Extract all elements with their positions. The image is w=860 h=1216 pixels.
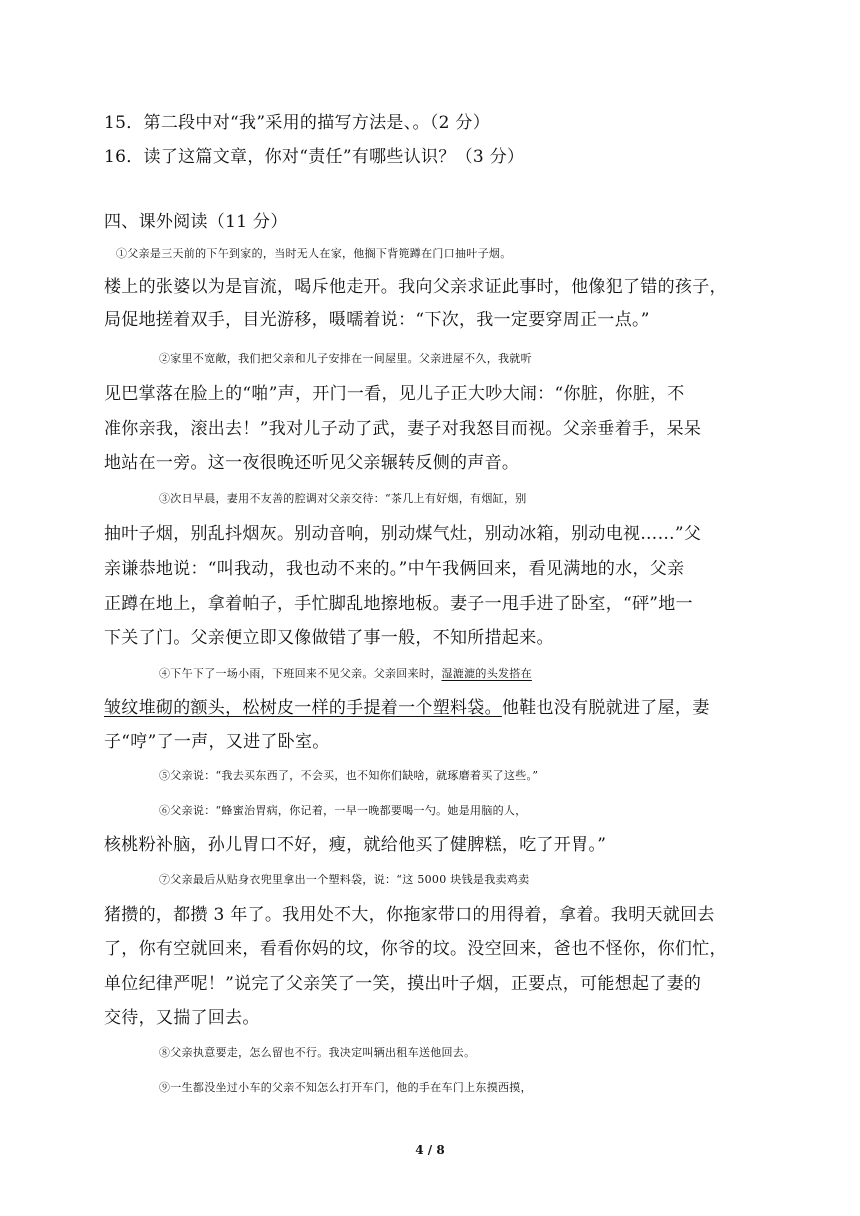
- paragraph-7-line-5: 交待，又揣了回去。: [104, 1008, 260, 1028]
- paragraph-1-line-2: 楼上的张婆以为是盲流，喝斥他走开。我向父亲求证此事时，他像犯了错的孩子，: [104, 277, 727, 297]
- paragraph-4-line-1-text: ④下午下了一场小雨，下班回来不见父亲。父亲回来时，: [159, 667, 442, 680]
- paragraph-7-line-1: ⑦父亲最后从贴身衣兜里拿出一个塑料袋，说：“这 5000 块钱是我卖鸡卖: [159, 873, 530, 886]
- section-heading: 四、课外阅读（11 分）: [104, 212, 288, 232]
- paragraph-5: ⑤父亲说：“我去买东西了，不会买，也不知你们缺啥，就琢磨着买了这些。”: [159, 769, 539, 782]
- paragraph-4-line-2: [104, 697, 744, 719]
- paragraph-3-line-5: 下关了门。父亲便立即又像做错了事一般，不知所措起来。: [104, 628, 554, 648]
- underlined-phrase: 湿漉漉的头发搭在: [441, 667, 532, 680]
- paragraph-6-line-2: 核桃粉补脑，孙儿胃口不好，瘦，就给他买了健脾糕，吃了开胃。”: [104, 835, 607, 855]
- paragraph-1-line-3: 局促地搓着双手，目光游移，嗫嚅着说：“下次，我一定要穿周正一点。”: [104, 310, 650, 330]
- page-number: 4 / 8: [415, 1143, 445, 1157]
- question-15: 15．第二段中对“我”采用的描写方法是、。（2 分）: [104, 113, 491, 133]
- paragraph-2-line-3: 准你亲我，滚出去！”我对儿子动了武，妻子对我怒目而视。父亲垂着手，呆呆: [104, 419, 702, 439]
- paragraph-1-line-1: ①父亲是三天前的下午到家的，当时无人在家，他搁下背篼蹲在门口抽叶子烟。: [116, 247, 512, 260]
- paragraph-4-line-1: [159, 663, 799, 685]
- paragraph-4-line-2-text: 他鞋也没有脱就进了屋，妻: [501, 698, 710, 718]
- paragraph-8: ⑧父亲执意要走，怎么留也不行。我决定叫辆出租车送他回去。: [159, 1046, 476, 1059]
- question-16: 16．读了这篇文章，你对“责任”有哪些认识？（3 分）: [104, 147, 525, 167]
- paragraph-2-line-2: 见巴掌落在脸上的“啪”声，开门一看，见儿子正大吵大闹：“你脏，你脏，不: [104, 384, 685, 404]
- underlined-phrase: 皱纹堆砌的额头，松树皮一样的手提着一个塑料袋。: [104, 698, 502, 718]
- paragraph-7-line-3: 了，你有空就回来，看看你妈的坟，你爷的坟。没空回来，爸也不怪你，你们忙，: [104, 939, 727, 959]
- paragraph-2-line-1: ②家里不宽敞，我们把父亲和儿子安排在一间屋里。父亲进屋不久，我就听: [159, 352, 532, 365]
- paragraph-2-line-4: 地站在一旁。这一夜很晚还听见父亲辗转反侧的声音。: [104, 453, 520, 473]
- paragraph-6-line-1: ⑥父亲说：“蜂蜜治胃病，你记着，一早一晚都要喝一勺。她是用脑的人，: [159, 804, 527, 817]
- paragraph-7-line-2: 猪攒的，都攒 3 年了。我用处不大，你拖家带口的用得着，拿着。我明天就回去: [104, 905, 715, 925]
- paragraph-3-line-2: 抽叶子烟，别乱抖烟灰。别动音响，别动煤气灶，别动冰箱，别动电视……”父: [104, 524, 702, 544]
- paragraph-3-line-3: 亲谦恭地说：“叫我动，我也动不来的。”中午我俩回来，看见满地的水，父亲: [104, 559, 685, 579]
- paragraph-3-line-1: ③次日早晨，妻用不友善的腔调对父亲交待：“茶几上有好烟，有烟缸，别: [159, 492, 527, 505]
- paragraph-7-line-4: 单位纪律严呢！”说完了父亲笑了一笑，摸出叶子烟，正要点，可能想起了妻的: [104, 974, 702, 994]
- paragraph-9: ⑨一生都没坐过小车的父亲不知怎么打开车门，他的手在车门上东摸西摸，: [159, 1081, 532, 1094]
- paragraph-4-line-3: 子“哼”了一声，又进了卧室。: [104, 732, 330, 752]
- paragraph-3-line-4: 正蹲在地上，拿着帕子，手忙脚乱地擦地板。妻子一甩手进了卧室，“砰”地一: [104, 594, 693, 614]
